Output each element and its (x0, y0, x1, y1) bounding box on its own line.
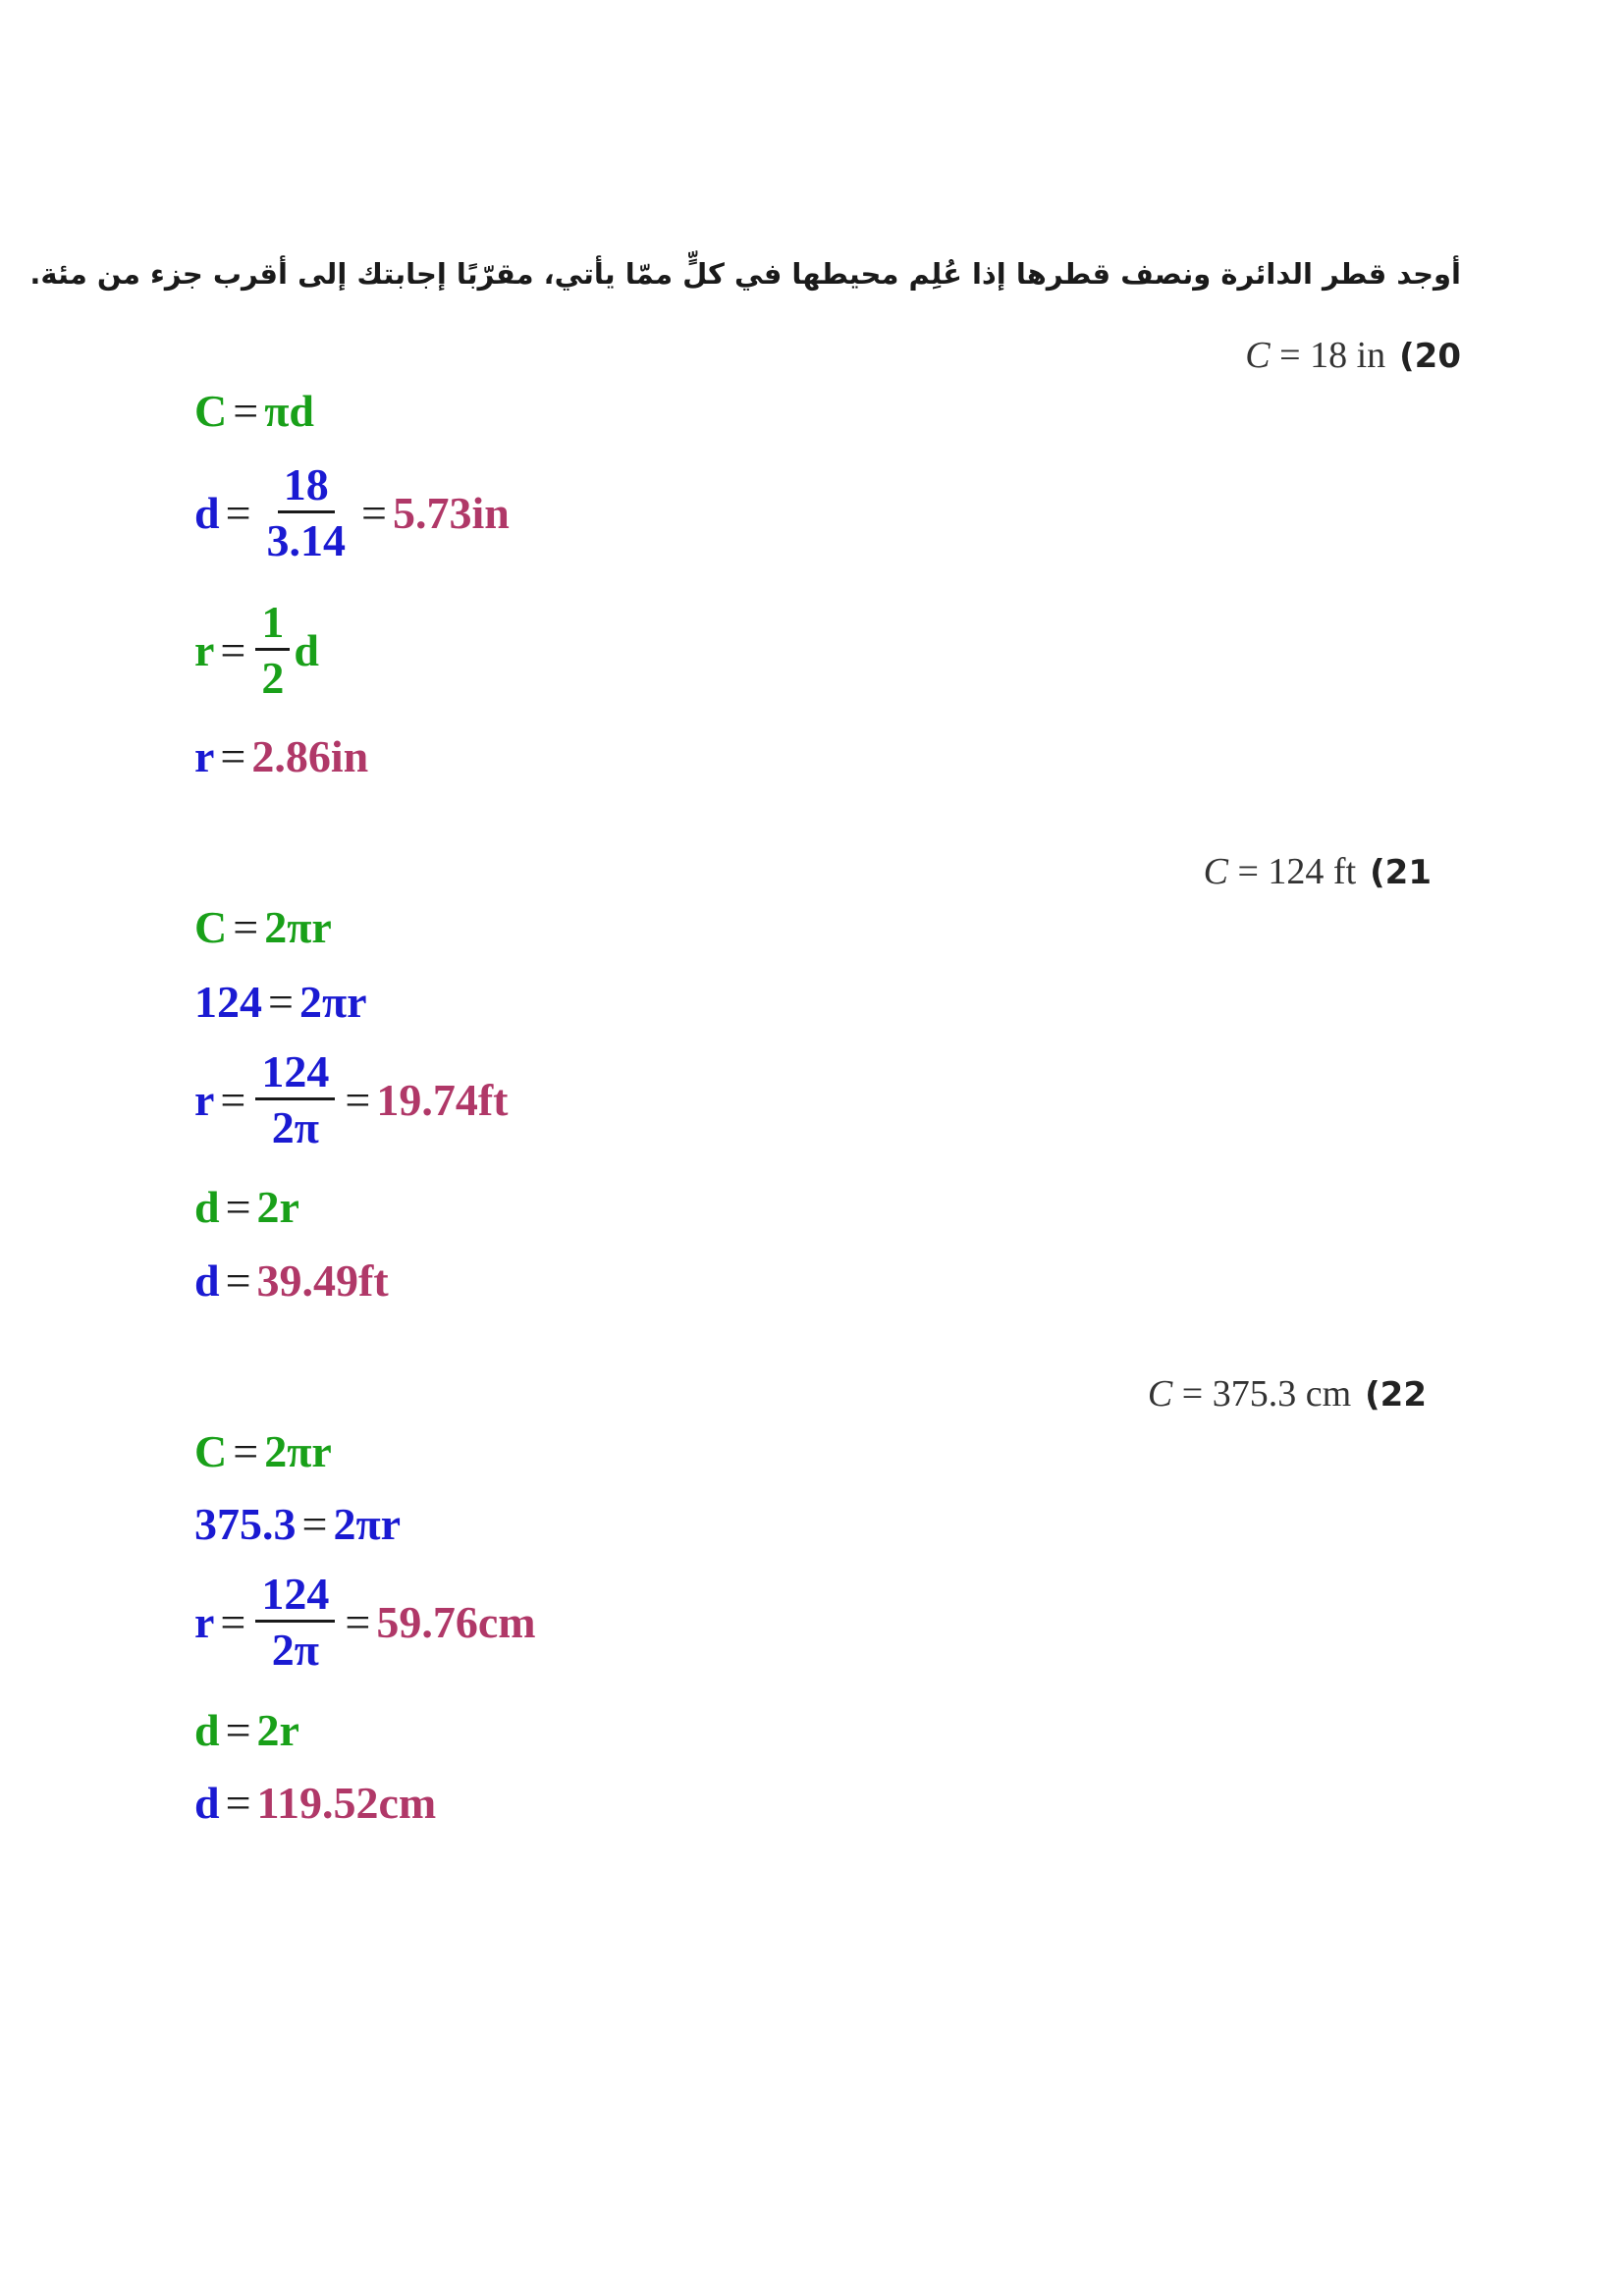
lhs: C (194, 386, 228, 436)
rhs: 2πr (264, 1426, 332, 1476)
given-variable: C (1147, 1373, 1173, 1415)
equals-sign: = (345, 1075, 371, 1126)
p21-step-4 (194, 1181, 299, 1233)
problem-20-header (1245, 334, 1461, 377)
p21-step-1 (194, 901, 332, 953)
equals-sign: = (220, 1597, 246, 1648)
equals-sign: = (361, 488, 387, 539)
result: 39.49ft (256, 1255, 389, 1306)
p20-step-1 (194, 385, 314, 437)
given-value: = 124 ft (1227, 851, 1357, 892)
denominator: 2 (261, 653, 285, 704)
lhs: C (194, 1426, 228, 1476)
numerator: 18 (278, 461, 335, 513)
equals-sign: = (225, 1182, 251, 1232)
lhs: d (194, 488, 220, 539)
denominator: 2π (271, 1625, 319, 1676)
p22-step-5 (194, 1777, 436, 1829)
lhs: r (194, 731, 215, 781)
lhs: d (194, 1778, 220, 1828)
lhs: d (194, 1705, 220, 1755)
fraction (255, 599, 290, 703)
numerator: 124 (255, 1571, 335, 1623)
p20-step-2 (194, 461, 510, 565)
equals-sign: = (220, 731, 246, 781)
problem-number: (20 (1399, 337, 1461, 376)
equals-sign: = (233, 902, 259, 952)
p20-step-4 (194, 730, 368, 782)
rhs: πd (264, 386, 314, 436)
p21-step-3 (194, 1048, 508, 1152)
result: 119.52cm (256, 1778, 437, 1828)
problem-number: (21 (1370, 853, 1432, 892)
lhs: r (194, 1597, 215, 1648)
equals-sign: = (225, 1705, 251, 1755)
equals-sign: = (225, 488, 251, 539)
given-variable: C (1245, 335, 1271, 376)
fraction (255, 1048, 335, 1152)
equals-sign: = (268, 977, 294, 1027)
p20-step-3 (194, 599, 319, 703)
rhs: 2r (256, 1705, 299, 1755)
lhs: r (194, 1075, 215, 1126)
numerator: 124 (255, 1048, 335, 1100)
p22-step-1 (194, 1425, 332, 1477)
p21-step-2 (194, 976, 367, 1028)
rhs: 2πr (298, 977, 367, 1027)
lhs: 375.3 (194, 1499, 297, 1549)
equals-sign: = (225, 1778, 251, 1828)
p22-step-3 (194, 1571, 536, 1675)
lhs: 124 (194, 977, 262, 1027)
numerator: 1 (255, 599, 290, 651)
equals-sign: = (233, 1426, 259, 1476)
result: 59.76cm (376, 1597, 536, 1648)
p21-step-5 (194, 1255, 389, 1307)
result: 5.73in (393, 488, 510, 539)
equals-sign: = (233, 386, 259, 436)
problem-21-header (1204, 850, 1432, 893)
given-variable: C (1203, 851, 1228, 892)
instruction-text: أوجد قطر الدائرة ونصف قطرها إذا عُلِم محيطها في كلٍّ ممّا يأتي، مقرّبًا إجابتك إلى أقرب جزء من مئة. (29, 257, 1461, 291)
result: 19.74ft (376, 1075, 509, 1126)
rhs: 2πr (333, 1499, 402, 1549)
lhs: d (194, 1255, 220, 1306)
result: 2.86in (251, 731, 369, 781)
denominator: 3.14 (266, 515, 347, 566)
problem-22-header (1148, 1372, 1427, 1415)
given-value: = 375.3 cm (1172, 1373, 1352, 1415)
rhs: 2πr (264, 902, 332, 952)
fraction (261, 461, 352, 565)
equals-sign: = (220, 1075, 246, 1126)
equals-sign: = (225, 1255, 251, 1306)
problem-number: (22 (1365, 1375, 1427, 1415)
rhs: 2r (256, 1182, 299, 1232)
fraction (255, 1571, 335, 1675)
lhs: C (194, 902, 228, 952)
tail: d (294, 625, 319, 676)
equals-sign: = (220, 625, 246, 676)
p22-step-2 (194, 1498, 401, 1550)
given-value: = 18 in (1270, 335, 1386, 376)
equals-sign: = (345, 1597, 371, 1648)
lhs: r (194, 625, 215, 676)
equals-sign: = (301, 1499, 328, 1549)
denominator: 2π (271, 1102, 319, 1153)
lhs: d (194, 1182, 220, 1232)
p22-step-4 (194, 1704, 299, 1756)
